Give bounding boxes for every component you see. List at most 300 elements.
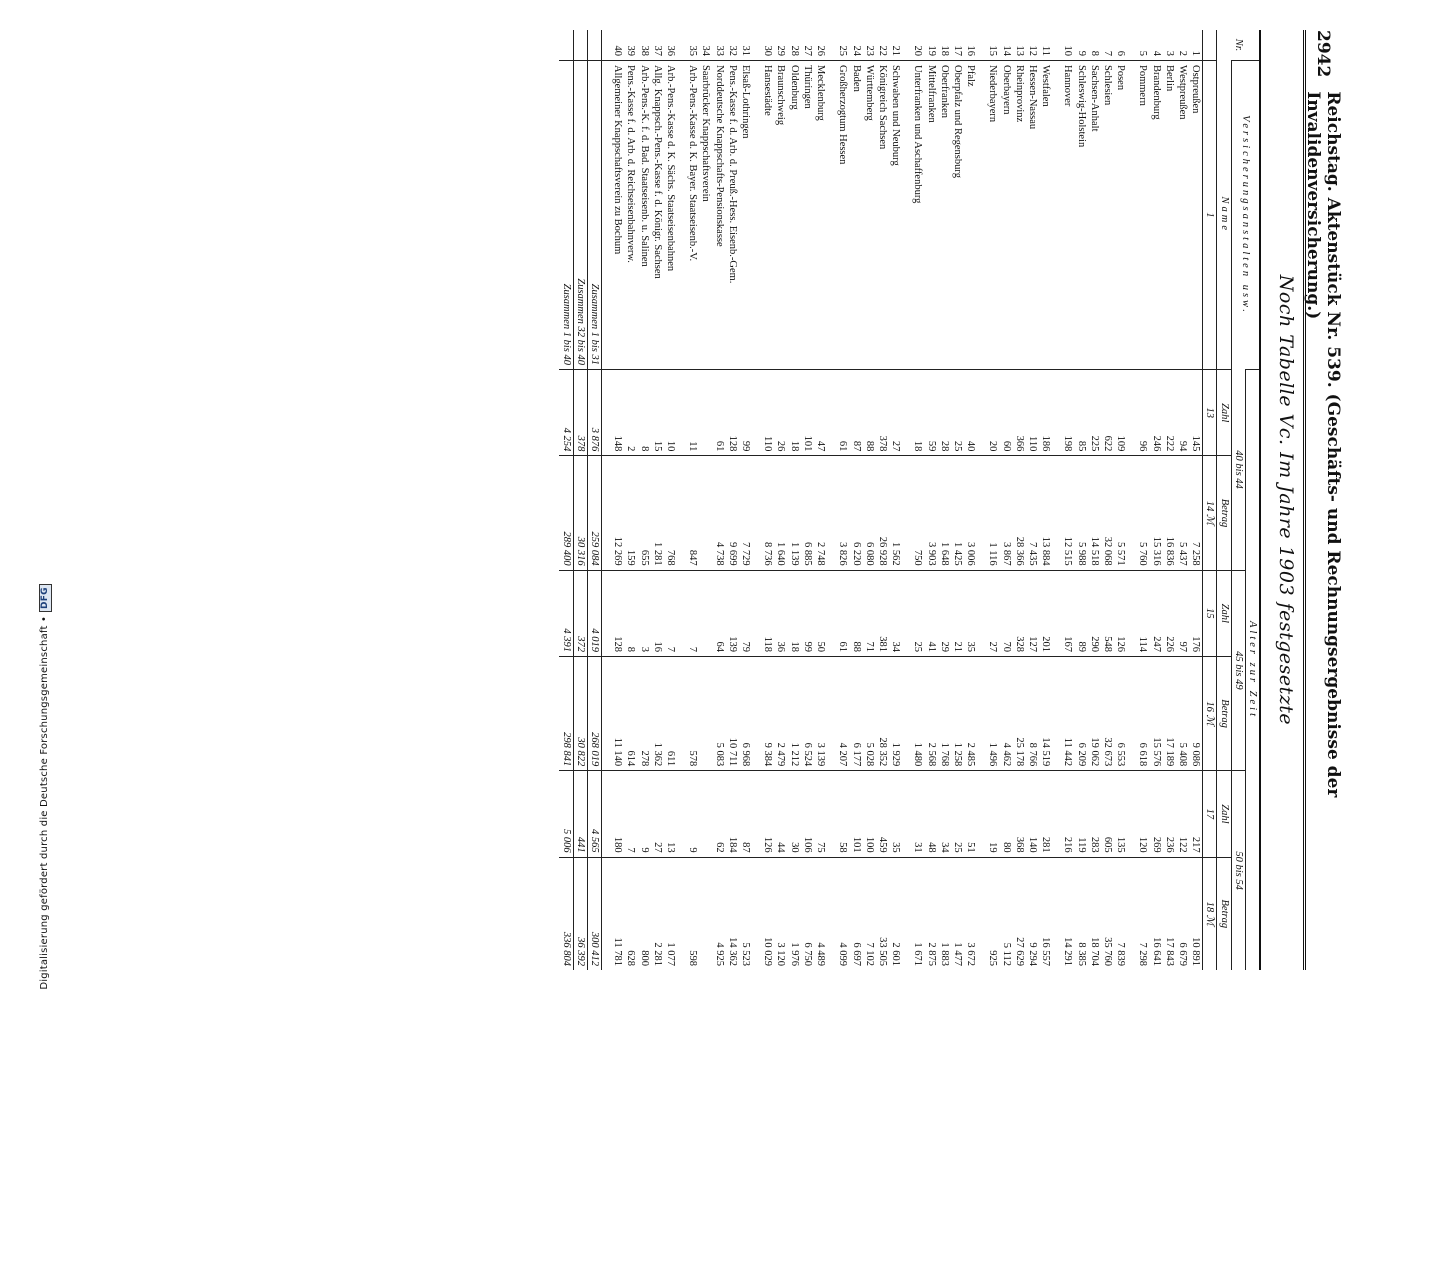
cell-betrag: 7 258 [1189,456,1203,570]
table-row [986,30,999,970]
cell-betrag: 9 699 [726,456,739,570]
cell-zahl: 99 [801,570,814,656]
gap-cell [1052,30,1061,61]
table-row [999,30,1012,970]
row-nr: 16 [965,45,977,56]
gap-cell [1052,456,1061,570]
gap-cell [677,656,686,770]
cell-betrag: 1 480 [911,656,924,770]
cell-zahl: 148 [611,370,624,456]
cell-betrag: 6 750 [801,857,814,970]
table-row [637,30,650,970]
cell-zahl: 7 [664,570,677,656]
cell-betrag: 6 697 [849,857,862,970]
gap-cell [602,771,612,857]
cell-betrag: 14 519 [1039,656,1052,770]
gap-cell [602,370,612,456]
row-nr: 28 [788,45,800,56]
cell-zahl: 15 [651,370,664,456]
row-name: Rheinprovinz [1013,61,1026,370]
row-name: Pens.-Kasse f. d. Arb. d. Reichseisenbahnverw. [624,61,637,370]
cell-betrag: 925 [986,857,999,970]
credit-text: Digitalisierung gefördert durch die Deutsche Forschungsgemeinschaft • [39,615,50,990]
gap-cell [752,656,761,770]
cell-zahl: 184 [726,771,739,857]
cell-zahl: 25 [911,570,924,656]
cell-betrag: 15 576 [1149,656,1162,770]
betrag-header: Betrag [1217,456,1231,570]
cell-betrag: 12 269 [611,456,624,570]
gap-cell [602,857,612,970]
cell-zahl: 328 [1013,570,1026,656]
gap-cell [902,857,911,970]
cell-betrag: 26 928 [876,456,889,570]
cell-betrag: 5 083 [712,656,725,770]
cell-betrag: 9 086 [1189,656,1203,770]
cell-betrag: 11 442 [1061,656,1074,770]
cell-zahl: 7 [686,570,699,656]
row-nr: 26 [815,45,827,56]
cell-betrag: 4 738 [712,456,725,570]
cell-betrag: 6 968 [739,656,752,770]
gap-cell [1052,570,1061,656]
cell-betrag: 3 139 [814,656,827,770]
gap-cell [902,61,911,370]
betrag-header: Betrag [1217,857,1231,970]
cell-betrag: 15 316 [1149,456,1162,570]
gap-cell [1052,656,1061,770]
cell-betrag: 16 557 [1039,857,1052,970]
cell-betrag: 5 760 [1136,456,1149,570]
cell-betrag: 35 760 [1101,857,1114,970]
cell-betrag: 9 384 [761,656,774,770]
cell-betrag: 4 207 [836,656,849,770]
total-zahl: 378 [573,370,587,456]
gap-cell [977,857,986,970]
cell-zahl: 19 [986,771,999,857]
row-nr: 12 [1026,45,1038,56]
cell-zahl: 119 [1074,771,1087,857]
cell-betrag: 7 298 [1136,857,1149,970]
row-nr: 8 [1088,50,1100,56]
cell-zahl: 97 [1176,570,1189,656]
cell-betrag: 278 [637,656,650,770]
cell-betrag: 847 [686,456,699,570]
cell-zahl: 80 [999,771,1012,857]
cell-betrag: 13 884 [1039,456,1052,570]
col-name-header: Name [1217,61,1231,370]
table-row [761,30,774,970]
row-name: Arb.-Pens.-K. f. d. Bad. Staatseisenb. u. Salinen [637,61,650,370]
row-nr: 15 [987,45,999,56]
cell-betrag: 5 028 [863,656,876,770]
gap-cell [902,456,911,570]
running-title: Reichstag. Aktenstück Nr. 539. (Geschäfts- und Rechnungsergebnisse der Invalidenversicherung.) [1303,91,1343,798]
cell-zahl: 118 [761,570,774,656]
row-nr: 39 [625,45,637,56]
gap-cell [1052,370,1061,456]
cell-zahl: 31 [911,771,924,857]
cell-zahl: 381 [876,570,889,656]
row-nr: 4 [1150,50,1162,56]
cell-zahl: 3 [637,570,650,656]
gap-cell [902,771,911,857]
cell-betrag: 2 281 [651,857,664,970]
cell-zahl: 89 [1074,570,1087,656]
cell-zahl: 216 [1061,771,1074,857]
group-gap [977,30,986,970]
gap-cell [827,857,836,970]
cell-betrag: 14 518 [1088,456,1101,570]
cell-zahl: 34 [889,570,902,656]
cell-zahl: 18 [788,370,801,456]
rotated-page [85,30,1345,970]
row-name: Norddeutsche Knappschafts-Pensionskasse [712,61,725,370]
cell-zahl: 28 [938,370,951,456]
total-betrag: 30 316 [573,456,587,570]
cell-betrag: 17 843 [1163,857,1176,970]
cell-betrag: 10 891 [1189,857,1203,970]
total-betrag: 259 084 [587,456,601,570]
cell-betrag: 1 425 [951,456,964,570]
cell-betrag: 578 [686,656,699,770]
col-index: 17 [1203,771,1217,857]
cell-zahl: 26 [774,370,787,456]
row-nr: 7 [1101,50,1113,56]
total-label: Zusammen 32 bis 40 [573,61,587,370]
total-betrag: 36 392 [573,857,587,970]
cell-zahl: 41 [924,570,937,656]
row-nr: 40 [612,45,624,56]
cell-zahl: 605 [1101,771,1114,857]
cell-betrag: 7 839 [1114,857,1127,970]
cell-betrag: 7 435 [1026,456,1039,570]
gap-cell [902,370,911,456]
cell-zahl: 8 [624,570,637,656]
table-row [1088,30,1101,970]
cell-zahl: 201 [1039,570,1052,656]
gap-cell [827,771,836,857]
total-row [587,30,601,970]
gap-cell [902,30,911,61]
zahl-header: Zahl [1217,771,1231,857]
cell-betrag: 5 523 [739,857,752,970]
gap-cell [977,61,986,370]
cell-betrag: 11 140 [611,656,624,770]
total-zahl: 4 565 [587,771,601,857]
cell-zahl: 11 [686,370,699,456]
total-zahl: 4 019 [587,570,601,656]
cell-betrag: 6 080 [863,456,876,570]
row-nr: 11 [1040,45,1052,56]
table-row [774,30,787,970]
cell-betrag: 4 099 [836,857,849,970]
row-name: Pens.-Kasse f. d. Arb. d. Preuß.-Hess. Eisenb.-Gem. [726,61,739,370]
cell-zahl: 167 [1061,570,1074,656]
row-name: Mittelfranken [924,61,937,370]
cell-zahl: 7 [624,771,637,857]
cell-zahl: 459 [876,771,889,857]
cell-betrag: 12 515 [1061,456,1074,570]
total-zahl: 5 006 [559,771,573,857]
table-row [1026,30,1039,970]
cell-zahl: 100 [863,771,876,857]
cell-zahl: 2 [624,370,637,456]
cell-zahl: 35 [889,771,902,857]
row-name: Thüringen [801,61,814,370]
total-row [559,30,573,970]
cell-betrag: 14 362 [726,857,739,970]
cell-zahl: 25 [951,771,964,857]
row-nr: 24 [850,45,862,56]
row-nr: 18 [938,45,950,56]
table-row [863,30,876,970]
cell-zahl: 10 [664,370,677,456]
cell-betrag: 3 903 [924,456,937,570]
row-name: Schwaben und Neuburg [889,61,902,370]
gap-cell [602,656,612,770]
cell-betrag: 16 836 [1163,456,1176,570]
cell-zahl: 20 [986,370,999,456]
cell-zahl: 217 [1189,771,1203,857]
cell-betrag: 1 671 [911,857,924,970]
table-row [1061,30,1074,970]
cell-betrag: 4 462 [999,656,1012,770]
row-name: Württemberg [863,61,876,370]
cell-zahl [699,570,712,656]
row-name: Oberfranken [938,61,951,370]
cell-betrag: 7 729 [739,456,752,570]
gap-cell [1127,771,1136,857]
table-subtitle: Noch Tabelle Vc. Im Jahre 1903 festgesetzte [1275,274,1297,726]
cell-betrag: 3 826 [836,456,849,570]
row-nr: 2 [1176,50,1188,56]
col-index: 13 [1203,370,1217,456]
group-gap [752,30,761,970]
cell-zahl: 110 [1026,370,1039,456]
table-row [611,30,624,970]
betrag-header: Betrag [1217,656,1231,770]
cell-betrag: 1 640 [774,456,787,570]
col-nr-header: Nr. [1217,30,1260,61]
total-betrag: 298 841 [559,656,573,770]
idx-blank [1203,30,1217,61]
row-nr: 36 [665,45,677,56]
table-row [1149,30,1162,970]
gap-cell [677,857,686,970]
cell-zahl: 27 [986,570,999,656]
cell-zahl: 47 [814,370,827,456]
cell-betrag: 18 704 [1088,857,1101,970]
cell-betrag: 3 867 [999,456,1012,570]
cell-betrag: 5 571 [1114,456,1127,570]
row-name: Oberpfalz und Regensburg [951,61,964,370]
cell-zahl: 35 [964,570,977,656]
cell-zahl: 236 [1163,771,1176,857]
gap-cell [1052,771,1061,857]
cell-zahl: 48 [924,771,937,857]
cell-betrag: 5 408 [1176,656,1189,770]
zahl-header: Zahl [1217,370,1231,456]
gap-cell [827,30,836,61]
gap-cell [977,771,986,857]
cell-zahl: 548 [1101,570,1114,656]
cell-zahl: 128 [726,370,739,456]
cell-zahl: 50 [814,570,827,656]
cell-zahl: 9 [686,771,699,857]
gap-cell [602,456,612,570]
cell-betrag: 17 189 [1163,656,1176,770]
row-name: Baden [849,61,862,370]
gap-cell [752,857,761,970]
cell-betrag: 3 120 [774,857,787,970]
cell-betrag: 2 479 [774,656,787,770]
cell-zahl: 36 [774,570,787,656]
col-index: 14 ℳ [1203,456,1217,570]
gap-cell [1052,857,1061,970]
cell-betrag: 10 029 [761,857,774,970]
cell-betrag: 1 258 [951,656,964,770]
cell-zahl: 21 [951,570,964,656]
gap-cell [977,656,986,770]
cell-betrag: 1 648 [938,456,951,570]
cell-zahl: 58 [836,771,849,857]
table-row [801,30,814,970]
table-row [1039,30,1052,970]
cell-zahl: 71 [863,570,876,656]
table-row [964,30,977,970]
gap-cell [752,570,761,656]
table-row [924,30,937,970]
cell-zahl: 87 [739,771,752,857]
group-gap [1052,30,1061,970]
zahl-header: Zahl [1217,570,1231,656]
cell-betrag: 28 366 [1013,456,1026,570]
row-name: Westpreußen [1176,61,1189,370]
cell-betrag: 1 562 [889,456,902,570]
row-nr: 27 [801,45,813,56]
gap-cell [1127,456,1136,570]
total-blank [559,30,573,61]
row-name: Pommern [1136,61,1149,370]
cell-betrag: 11 781 [611,857,624,970]
cell-zahl: 283 [1088,771,1101,857]
cell-zahl [699,771,712,857]
cell-betrag: 750 [911,456,924,570]
gap-cell [977,570,986,656]
cell-zahl: 59 [924,370,937,456]
cell-betrag: 2 748 [814,456,827,570]
cell-zahl: 61 [836,370,849,456]
cell-zahl: 109 [1114,370,1127,456]
table-row [1074,30,1087,970]
cell-betrag: 2 568 [924,656,937,770]
row-name: Westfalen [1039,61,1052,370]
gap-cell [602,30,612,61]
table-row [699,30,712,970]
table-row [1101,30,1114,970]
table-row [836,30,849,970]
cell-zahl: 85 [1074,370,1087,456]
cell-zahl: 127 [1026,570,1039,656]
gap-cell [677,30,686,61]
row-nr: 35 [687,45,699,56]
cell-zahl: 110 [761,370,774,456]
row-name: Niederbayern [986,61,999,370]
table-row [876,30,889,970]
cell-zahl: 126 [1114,570,1127,656]
gap-cell [1127,370,1136,456]
cell-betrag: 2 601 [889,857,902,970]
cell-zahl: 176 [1189,570,1203,656]
row-nr: 3 [1163,50,1175,56]
cell-zahl: 368 [1013,771,1026,857]
cell-betrag: 9 294 [1026,857,1039,970]
gap-cell [752,370,761,456]
table-row [1013,30,1026,970]
cell-betrag [699,456,712,570]
col-index: 15 [1203,570,1217,656]
row-name: Arb.-Pens.-Kasse d. K. Sächs. Staatseisenbahnen [664,61,677,370]
table-row [1176,30,1189,970]
cell-betrag: 6 679 [1176,857,1189,970]
table-row [788,30,801,970]
cell-zahl: 79 [739,570,752,656]
data-table [559,30,1261,970]
age-group-1: 40 bis 44 [1231,370,1245,571]
total-label: Zusammen 1 bis 31 [587,61,601,370]
cell-zahl: 290 [1088,570,1101,656]
cell-betrag [699,656,712,770]
gap-cell [1127,857,1136,970]
table-row [664,30,677,970]
cell-betrag: 8 385 [1074,857,1087,970]
row-nr: 13 [1013,45,1025,56]
cell-betrag: 4 925 [712,857,725,970]
cell-betrag: 6 885 [801,456,814,570]
cell-zahl: 30 [788,771,801,857]
cell-betrag: 1 976 [788,857,801,970]
cell-betrag: 2 875 [924,857,937,970]
col-anstalten-header: Versicherungsanstalten usw. [1231,61,1260,370]
gap-cell [827,656,836,770]
cell-zahl: 145 [1189,370,1203,456]
cell-zahl: 366 [1013,370,1026,456]
row-nr: 37 [651,45,663,56]
table-row [651,30,664,970]
cell-zahl: 51 [964,771,977,857]
gap-cell [902,570,911,656]
total-betrag: 336 804 [559,857,573,970]
table-row [1163,30,1176,970]
cell-zahl: 135 [1114,771,1127,857]
cell-zahl: 247 [1149,570,1162,656]
cell-betrag: 3 006 [964,456,977,570]
row-nr: 38 [638,45,650,56]
row-name: Schlesien [1101,61,1114,370]
table-body [559,30,1202,970]
cell-betrag: 16 641 [1149,857,1162,970]
gap-cell [752,456,761,570]
table-row [1114,30,1127,970]
total-zahl: 4 391 [559,570,573,656]
gap-cell [977,30,986,61]
age-group-2: 45 bis 49 [1231,570,1245,771]
row-name: Sachsen-Anhalt [1088,61,1101,370]
row-name: Oberbayern [999,61,1012,370]
gap-cell [827,370,836,456]
cell-zahl: 114 [1136,570,1149,656]
